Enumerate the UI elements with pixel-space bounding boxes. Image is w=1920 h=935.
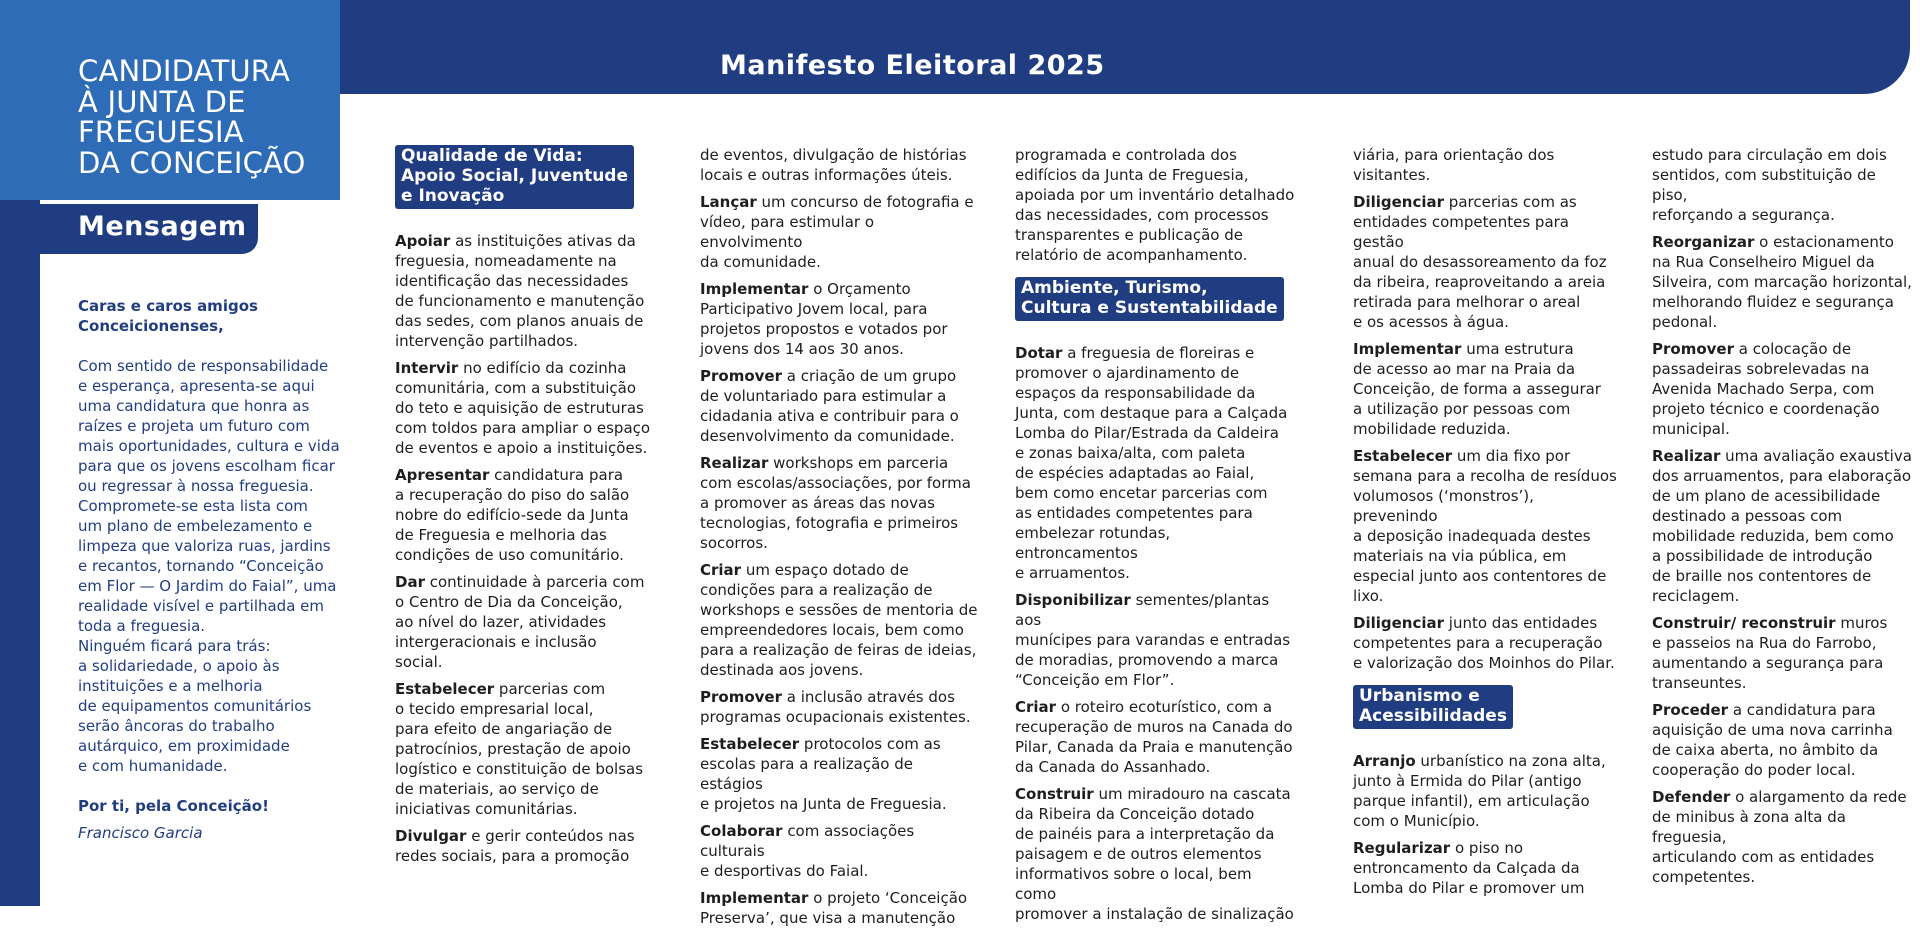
manifesto-item bbox=[700, 821, 980, 881]
item-lead-verb: Defender bbox=[1652, 788, 1731, 806]
item-lead-verb: Divulgar bbox=[395, 827, 467, 845]
item-lead-verb: Dar bbox=[395, 573, 425, 591]
manifesto-column-4 bbox=[1353, 145, 1623, 905]
letter-closing: Por ti, pela Conceição! bbox=[78, 797, 269, 815]
item-text: protocolos com as escolas para a realização de estágios e projetos na Junta de Freguesia. bbox=[700, 735, 947, 813]
manifesto-column-3 bbox=[1015, 145, 1295, 931]
item-lead-verb: Apresentar bbox=[395, 466, 490, 484]
item-lead-verb: Promover bbox=[700, 688, 782, 706]
item-lead-verb: Criar bbox=[1015, 698, 1057, 716]
manifesto-item bbox=[700, 888, 980, 928]
item-text: muros e passeios na Rua do Farrobo, aumentando a segurança para transeuntes. bbox=[1652, 614, 1888, 692]
manifesto-item bbox=[1353, 192, 1623, 332]
item-text: parcerias com as entidades competentes para gestão anual do desassoreamento da foz da ribeira, reaproveitando a areia retirada para melhorar o areal e os acessos à água. bbox=[1353, 193, 1607, 331]
item-lead-verb: Estabelecer bbox=[700, 735, 800, 753]
item-lead-verb: Apoiar bbox=[395, 232, 451, 250]
manifesto-item bbox=[1353, 339, 1623, 439]
manifesto-item bbox=[395, 358, 665, 458]
item-text: um dia fixo por semana para a recolha de resíduos volumosos (‘monstros’), prevenindo a deposição inadequada destes materiais na via pública, em especial junto aos contentores de lixo. bbox=[1353, 447, 1617, 605]
manifesto-item bbox=[1015, 784, 1295, 924]
item-text: com associações culturais e desportivas do Faial. bbox=[700, 822, 915, 880]
item-text: a colocação de passadeiras sobrelevadas na Avenida Machado Serpa, com projeto técnico e coordenação municipal. bbox=[1652, 340, 1880, 438]
item-lead-verb: Construir/ reconstruir bbox=[1652, 614, 1836, 632]
item-lead-verb: Dotar bbox=[1015, 344, 1063, 362]
manifesto-column-5 bbox=[1652, 145, 1914, 894]
item-text: um concurso de fotografia e vídeo, para estimular o envolvimento da comunidade. bbox=[700, 193, 974, 271]
manifesto-item bbox=[700, 687, 980, 727]
item-lead-verb: Implementar bbox=[700, 889, 809, 907]
item-text: a candidatura para aquisição de uma nova carrinha de caixa aberta, no âmbito da cooperação do poder local. bbox=[1652, 701, 1893, 779]
item-lead-verb: Estabelecer bbox=[395, 680, 495, 698]
message-letter bbox=[78, 296, 340, 843]
section-heading: Qualidade de Vida: Apoio Social, Juventude e Inovação bbox=[395, 145, 634, 209]
item-text: estudo para circulação em dois sentidos, com substituição de piso, reforçando a segurança. bbox=[1652, 146, 1887, 224]
manifesto-item bbox=[1353, 145, 1623, 185]
item-text: a freguesia de floreiras e promover o ajardinamento de espaços da responsabilidade da Junta, com destaque para a Calçada Lomba do Pilar/Estrada da Caldeira e zonas baixa/alta, com paleta de espécies adaptadas ao Faial, bem como encetar parcerias com as entidades competentes para embelezar rotundas, entroncamentos e arruamentos. bbox=[1015, 344, 1288, 582]
item-lead-verb: Intervir bbox=[395, 359, 459, 377]
manifesto-item bbox=[1015, 343, 1295, 583]
candidacy-title: CANDIDATURA À JUNTA DE FREGUESIA DA CONCEIÇÃO bbox=[78, 54, 306, 180]
manifesto-item bbox=[700, 366, 980, 446]
manifesto-item bbox=[700, 145, 980, 185]
item-lead-verb: Estabelecer bbox=[1353, 447, 1453, 465]
manifesto-item bbox=[395, 231, 665, 351]
manifesto-item bbox=[395, 465, 665, 565]
item-lead-verb: Realizar bbox=[1652, 447, 1721, 465]
item-lead-verb: Regularizar bbox=[1353, 839, 1451, 857]
manifesto-item bbox=[1353, 838, 1623, 898]
item-lead-verb: Diligenciar bbox=[1353, 193, 1445, 211]
manifesto-item bbox=[1652, 787, 1914, 887]
manifesto-item bbox=[395, 826, 665, 866]
letter-greeting: Caras e caros amigos Conceicionenses, bbox=[78, 297, 258, 335]
manifesto-title: Manifesto Eleitoral 2025 bbox=[720, 50, 1105, 81]
item-text: o Orçamento Participativo Jovem local, para projetos propostos e votados por jovens dos 14 aos 30 anos. bbox=[700, 280, 948, 358]
item-lead-verb: Disponibilizar bbox=[1015, 591, 1131, 609]
manifesto-item bbox=[1353, 751, 1623, 831]
item-lead-verb: Criar bbox=[700, 561, 742, 579]
manifesto-item bbox=[700, 192, 980, 272]
item-text: o roteiro ecoturístico, com a recuperação de muros na Canada do Pilar, Canada da Praia e manutenção da Canada do Assanhado. bbox=[1015, 698, 1293, 776]
letter-signature: Francisco Garcia bbox=[78, 824, 203, 842]
item-text: viária, para orientação dos visitantes. bbox=[1353, 146, 1555, 184]
item-text: workshops em parceria com escolas/associações, por forma a promover as áreas das novas tecnologias, fotografia e primeiros socorros. bbox=[700, 454, 971, 552]
item-text: candidatura para a recuperação do piso do salão nobre do edifício-sede da Junta de Freguesia e melhoria das condições de uso comunitário. bbox=[395, 466, 630, 564]
message-tab bbox=[40, 204, 258, 254]
item-lead-verb: Arranjo bbox=[1353, 752, 1416, 770]
item-text: o estacionamento na Rua Conselheiro Miguel da Silveira, com marcação horizontal, melhorando fluidez e segurança pedonal. bbox=[1652, 233, 1912, 331]
manifesto-item bbox=[1353, 446, 1623, 606]
manifesto-item bbox=[1652, 145, 1914, 225]
item-lead-verb: Construir bbox=[1015, 785, 1094, 803]
item-text: as instituições ativas da freguesia, nomeadamente na identificação das necessidades de funcionamento e manutenção das sedes, com planos anuais de intervenção partilhados. bbox=[395, 232, 645, 350]
item-text: a criação de um grupo de voluntariado para estimular a cidadania ativa e contribuir para o desenvolvimento da comunidade. bbox=[700, 367, 959, 445]
item-text: uma estrutura de acesso ao mar na Praia da Conceição, de forma a assegurar a utilização por pessoas com mobilidade reduzida. bbox=[1353, 340, 1601, 438]
item-text: a inclusão através dos programas ocupacionais existentes. bbox=[700, 688, 971, 726]
manifesto-item bbox=[1015, 145, 1295, 265]
item-text: urbanístico na zona alta, junto à Ermida do Pilar (antigo parque infantil), em articulação com o Município. bbox=[1353, 752, 1606, 830]
item-text: junto das entidades competentes para a recuperação e valorização dos Moinhos do Pilar. bbox=[1353, 614, 1615, 672]
item-text: um espaço dotado de condições para a realização de workshops e sessões de mentoria de empreendedores locais, bem como para a realização de feiras de ideias, destinada aos jovens. bbox=[700, 561, 978, 679]
manifesto-item bbox=[1353, 613, 1623, 673]
item-text: programada e controlada dos edifícios da Junta de Freguesia, apoiada por um inventário detalhado das necessidades, com processos transparentes e publicação de relatório de acompanhamento. bbox=[1015, 146, 1295, 264]
manifesto-item bbox=[700, 453, 980, 553]
manifesto-column-1 bbox=[395, 145, 665, 873]
item-lead-verb: Implementar bbox=[700, 280, 809, 298]
item-text: uma avaliação exaustiva dos arruamentos, para elaboração de um plano de acessibilidade destinado a pessoas com mobilidade reduzida, bem como a possibilidade de introdução de braille nos contentores de reciclagem. bbox=[1652, 447, 1912, 605]
manifesto-item bbox=[1015, 590, 1295, 690]
message-tab-label: Mensagem bbox=[78, 211, 247, 242]
item-lead-verb: Colaborar bbox=[700, 822, 783, 840]
manifesto-item bbox=[1652, 613, 1914, 693]
item-text: continuidade à parceria com o Centro de Dia da Conceição, ao nível do lazer, atividades intergeracionais e inclusão social. bbox=[395, 573, 645, 671]
manifesto-item bbox=[395, 679, 665, 819]
item-lead-verb: Proceder bbox=[1652, 701, 1729, 719]
item-lead-verb: Promover bbox=[700, 367, 782, 385]
item-lead-verb: Reorganizar bbox=[1652, 233, 1755, 251]
manifesto-item bbox=[1652, 232, 1914, 332]
manifesto-item bbox=[700, 734, 980, 814]
item-text: no edifício da cozinha comunitária, com a substituição do teto e aquisição de estruturas com toldos para ampliar o espaço de eventos e apoio a instituições. bbox=[395, 359, 651, 457]
item-text: parcerias com o tecido empresarial local, para efeito de angariação de patrocínios, prestação de apoio logístico e constituição de bolsas de materiais, ao serviço de iniciativas comunitárias. bbox=[395, 680, 644, 818]
item-text: um miradouro na cascata da Ribeira da Conceição dotado de painéis para a interpretação da paisagem e de outros elementos informativos sobre o local, bem como promover a instalação de sinalização bbox=[1015, 785, 1294, 923]
item-text: o piso no entroncamento da Calçada da Lomba do Pilar e promover um bbox=[1353, 839, 1585, 897]
item-lead-verb: Realizar bbox=[700, 454, 769, 472]
manifesto-item bbox=[1652, 339, 1914, 439]
manifesto-item bbox=[395, 572, 665, 672]
manifesto-item bbox=[700, 560, 980, 680]
item-text: o projeto ‘Conceição Preserva’, que visa a manutenção bbox=[700, 889, 968, 927]
item-text: o alargamento da rede de minibus à zona alta da freguesia, articulando com as entidades competentes. bbox=[1652, 788, 1907, 886]
manifesto-column-2 bbox=[700, 145, 980, 935]
manifesto-item bbox=[700, 279, 980, 359]
item-lead-verb: Promover bbox=[1652, 340, 1734, 358]
manifesto-item bbox=[1015, 697, 1295, 777]
item-text: e gerir conteúdos nas redes sociais, para a promoção bbox=[395, 827, 635, 865]
letter-body: Com sentido de responsabilidade e esperança, apresenta-se aqui uma candidatura que honra as raízes e projeta um futuro com mais oportunidades, cultura e vida para que os jovens escolham ficar ou regressar à nossa freguesia. Compromete-se esta lista com um plano de embelezamento e limpeza que valoriza ruas, jardins e recantos, tornando “Conceição em Flor — O Jardim do Faial”, uma realidade visível e partilhada em toda a freguesia. Ninguém ficará para trás: a solidariedade, o apoio às instituições e a melhoria de equipamentos comunitários serão âncoras do trabalho autárquico, em proximidade e com humanidade. bbox=[78, 357, 340, 775]
manifesto-item bbox=[1652, 700, 1914, 780]
section-heading: Urbanismo e Acessibilidades bbox=[1353, 685, 1513, 729]
manifesto-item bbox=[1652, 446, 1914, 606]
item-lead-verb: Lançar bbox=[700, 193, 757, 211]
item-lead-verb: Diligenciar bbox=[1353, 614, 1445, 632]
item-lead-verb: Implementar bbox=[1353, 340, 1462, 358]
section-heading: Ambiente, Turismo, Cultura e Sustentabilidade bbox=[1015, 277, 1284, 321]
item-text: sementes/plantas aos munícipes para varandas e entradas de moradias, promovendo a marca “Conceição em Flor”. bbox=[1015, 591, 1291, 689]
item-text: de eventos, divulgação de histórias locais e outras informações úteis. bbox=[700, 146, 967, 184]
